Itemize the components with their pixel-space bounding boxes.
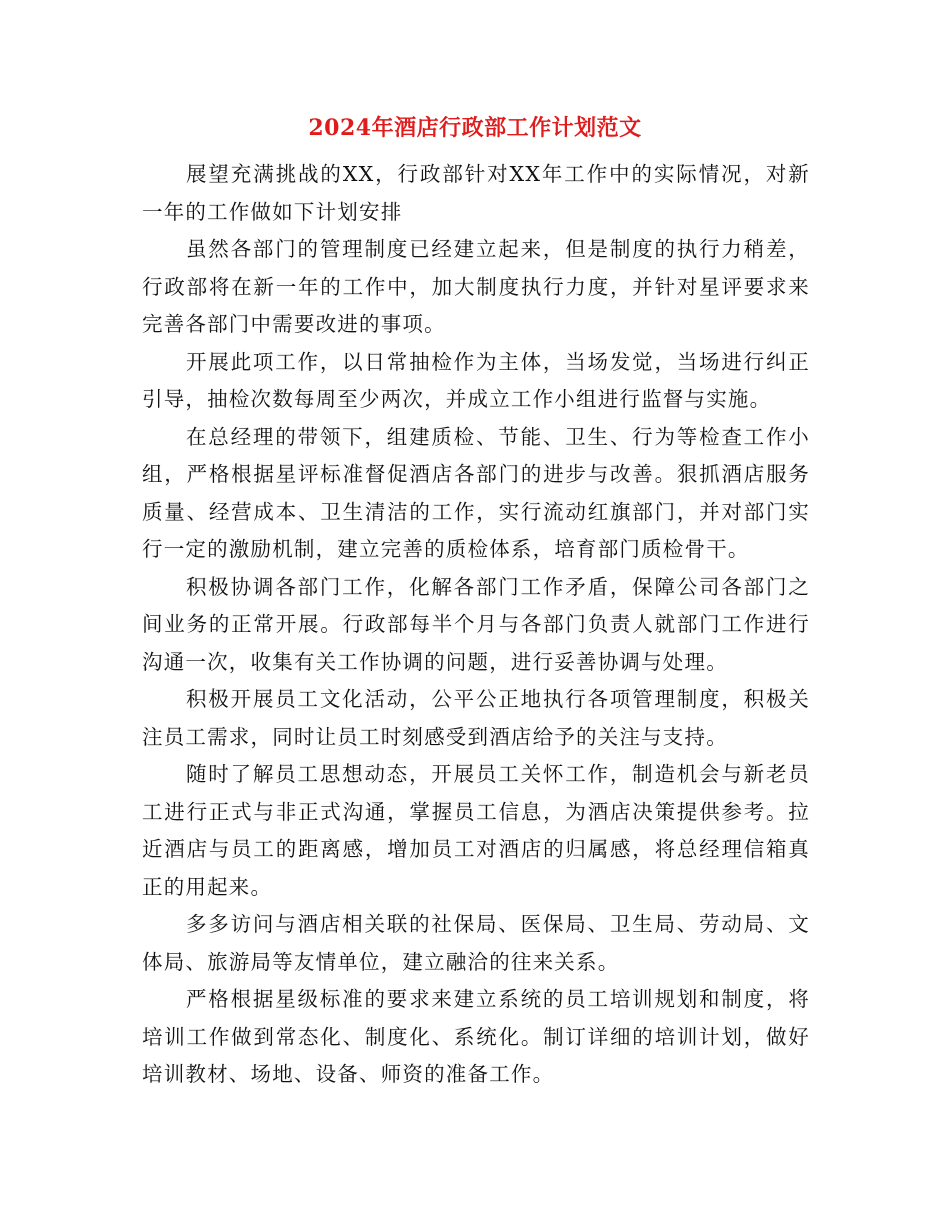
paragraph: 在总经理的带领下，组建质检、节能、卫生、行为等检查工作小组，严格根据星评标准督促酒店各部门的进步与改善。狠抓酒店服务质量、经营成本、卫生清洁的工作，实行流动红旗部门，并对部门实行一定的激励机制，建立完善的质检体系，培育部门质检骨干。 (142, 424, 810, 561)
paragraph: 积极开展员工文化活动，公平公正地执行各项管理制度，积极关注员工需求，同时让员工时刻感受到酒店给予的关注与支持。 (142, 687, 810, 749)
paragraph: 虽然各部门的管理制度已经建立起来，但是制度的执行力稍差，行政部将在新一年的工作中，加大制度执行力度，并针对星评要求来完善各部门中需要改进的事项。 (142, 237, 810, 336)
paragraph: 积极协调各部门工作，化解各部门工作矛盾，保障公司各部门之间业务的正常开展。行政部每半个月与各部门负责人就部门工作进行沟通一次，收集有关工作协调的问题，进行妥善协调与处理。 (142, 574, 810, 674)
paragraph: 随时了解员工思想动态，开展员工关怀工作，制造机会与新老员工进行正式与非正式沟通，掌握员工信息，为酒店决策提供参考。拉近酒店与员工的距离感，增加员工对酒店的归属感，将总经理信箱真正的用起来。 (142, 762, 810, 899)
paragraph: 多多访问与酒店相关联的社保局、医保局、卫生局、劳动局、文体局、旅游局等友情单位，建立融洽的往来关系。 (142, 912, 810, 974)
paragraph: 严格根据星级标准的要求来建立系统的员工培训规划和制度，将培训工作做到常态化、制度化、系统化。制订详细的培训计划，做好培训教材、场地、设备、师资的准备工作。 (142, 987, 810, 1086)
document-body (142, 156, 810, 1094)
paragraph: 展望充满挑战的XX，行政部针对XX年工作中的实际情况，对新一年的工作做如下计划安排 (142, 162, 810, 224)
document-title: 2024年酒店行政部工作计划范文 (308, 115, 642, 141)
paragraph: 开展此项工作，以日常抽检作为主体，当场发觉，当场进行纠正引导，抽检次数每周至少两次，并成立工作小组进行监督与实施。 (142, 349, 810, 411)
